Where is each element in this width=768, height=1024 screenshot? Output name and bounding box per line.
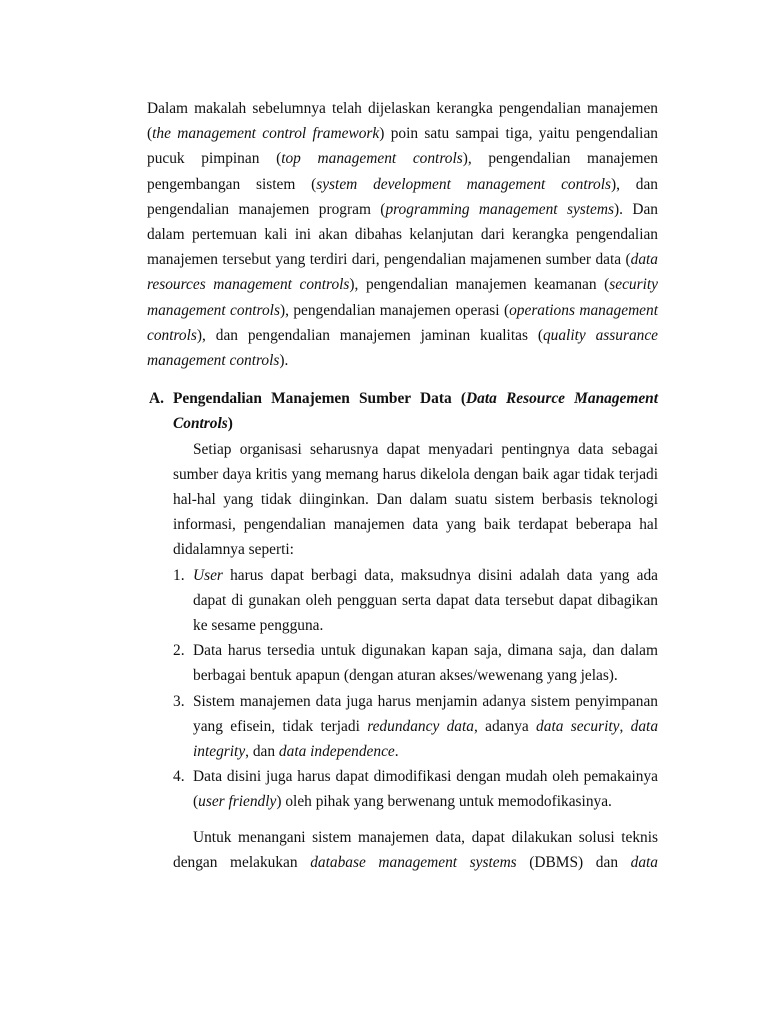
list-item-italic: data integrity [193, 717, 659, 761]
intro-italic-3: system development management controls [316, 175, 611, 193]
intro-text-6: ), pengendalian manajemen keamanan ( [349, 276, 610, 294]
closing-italic-2: data [630, 853, 659, 871]
list-item-text: harus dapat berbagi data, maksudnya disini adalah data yang ada dapat di gunakan oleh pengguan serta dapat data tersebut dapat dibagikan ke sesame pengguna. [193, 566, 658, 635]
intro-text-5: ). Dan dalam pertemuan kali ini akan dibahas kelanjutan dari kerangka pengendalian manajemen tersebut yang terdiri dari, pengendalian majamenen sumber data ( [147, 200, 658, 269]
intro-italic-4: programming management systems [385, 200, 614, 218]
list-item-text: , adanya [473, 717, 537, 735]
list-item-text: , dan [245, 743, 279, 761]
intro-paragraph [147, 96, 658, 373]
list-item-italic: User [193, 566, 223, 584]
section-a-title-italic: Data Resource Management Controls [173, 390, 658, 433]
intro-text-8: ), dan pengendalian manajemen jaminan kualitas ( [196, 326, 543, 344]
list-item-number: 3. [173, 692, 185, 710]
list-item [173, 689, 658, 765]
intro-italic-1: the management control framework [152, 125, 380, 143]
section-a-body [147, 437, 658, 875]
section-a-title-close: ) [227, 415, 233, 433]
section-a-marker: A. [149, 390, 164, 408]
list-item-number: 2. [173, 642, 185, 660]
intro-text-1: Dalam makalah sebelumnya telah dijelaskan kerangka pengendalian manajemen ( [147, 100, 658, 143]
intro-text-3: ), pengendalian manajemen pengembangan sistem ( [147, 150, 658, 193]
closing-text-1: Untuk menangani sistem manajemen data, dapat dilakukan solusi teknis dengan melakukan [173, 828, 658, 871]
list-item-italic: user friendly [198, 793, 277, 811]
list-item-italic: redundancy data [367, 717, 474, 735]
list-item-number: 4. [173, 768, 185, 786]
list-item-italic: data independence [278, 743, 395, 761]
list-item-italic: data security [536, 717, 620, 735]
intro-italic-8: quality assurance management controls [147, 326, 658, 370]
intro-text-2: ) poin satu sampai tiga, yaitu pengendalian pucuk pimpinan ( [147, 125, 658, 168]
text-column [147, 96, 658, 875]
list-item [173, 563, 658, 639]
list-item-text: . [394, 743, 399, 761]
intro-text-4: ), dan pengendalian manajemen program ( [147, 175, 658, 218]
section-a-heading [147, 386, 658, 436]
section-a-list [173, 563, 658, 815]
intro-text-7: ), pengendalian manajemen operasi ( [279, 301, 510, 319]
intro-text-9: ). [279, 352, 289, 370]
list-item [173, 638, 658, 688]
section-a-paragraph: Setiap organisasi seharusnya dapat menyadari pentingnya data sebagai sumber daya kritis yang memang harus dikelola dengan baik agar tidak terjadi hal-hal yang tidak diinginkan. Dan dalam suatu sistem berbasis teknologi informasi, pengendalian manajemen data yang baik terdapat beberapa hal didalamnya seperti: [173, 440, 658, 559]
intro-italic-6: security management controls [147, 276, 658, 319]
list-item [173, 764, 658, 814]
intro-italic-5: data resources management controls [147, 251, 658, 294]
intro-italic-2: top management controls [281, 150, 463, 168]
intro-italic-7: operations management controls [147, 301, 658, 344]
list-item-text: Sistem manajemen data juga harus menjamin adanya sistem penyimpanan yang efisein, tidak terjadi [193, 692, 658, 735]
list-item-text: Data disini juga harus dapat dimodifikasi dengan mudah oleh pemakainya ( [193, 768, 658, 811]
list-item-number: 1. [173, 566, 185, 584]
list-item-text: , [619, 717, 631, 735]
closing-italic-1: database management systems [310, 853, 517, 871]
section-a-title-text: Pengendalian Manajemen Sumber Data ( [173, 390, 467, 408]
closing-text-2: (DBMS) dan [516, 853, 631, 871]
closing-paragraph [173, 825, 658, 875]
list-item-text: ) oleh pihak yang berwenang untuk memodofikasinya. [276, 793, 612, 811]
list-item-text: Data harus tersedia untuk digunakan kapan saja, dimana saja, dan dalam berbagai bentuk apapun (dengan aturan akses/wewenang yang jelas). [193, 642, 658, 685]
